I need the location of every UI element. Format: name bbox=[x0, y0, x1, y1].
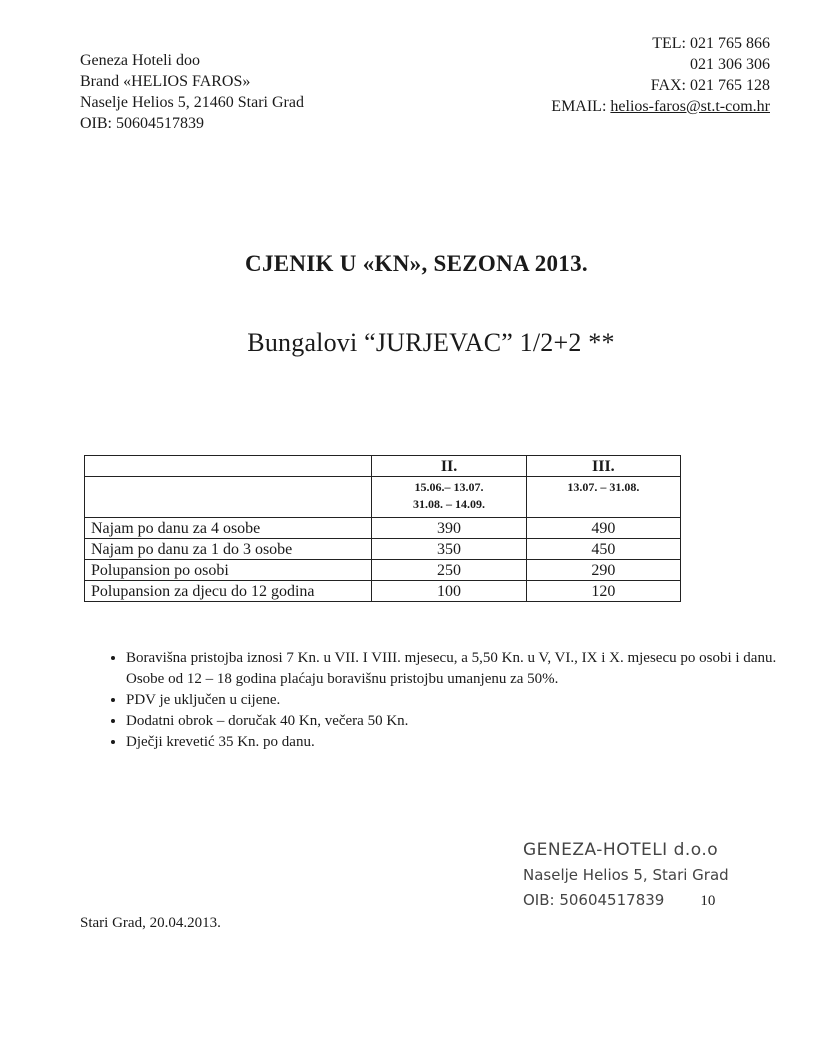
table-row bbox=[85, 518, 681, 539]
season-2-header: II. bbox=[372, 456, 526, 477]
phone-2: 021 306 306 bbox=[690, 56, 770, 73]
row-label: Polupansion po osobi bbox=[85, 560, 372, 581]
company-name: Geneza Hoteli doo bbox=[80, 52, 200, 69]
company-brand: Brand «HELIOS FAROS» bbox=[80, 73, 251, 90]
row-label: Najam po danu za 1 do 3 osobe bbox=[85, 539, 372, 560]
table-row bbox=[85, 581, 681, 602]
price-season-2: 350 bbox=[372, 539, 526, 560]
price-season-2: 250 bbox=[372, 560, 526, 581]
handwritten-number: 10 bbox=[700, 893, 716, 909]
company-street: Naselje Helios 5, 21460 Stari Grad bbox=[80, 94, 304, 111]
season-3-dates: 13.07. – 31.08. bbox=[526, 477, 680, 518]
dates-empty-cell bbox=[85, 477, 372, 518]
contact-block bbox=[500, 33, 770, 117]
email-link[interactable]: helios-faros@st.t-com.hr bbox=[610, 98, 770, 115]
season-dates-row bbox=[85, 477, 681, 518]
email-line bbox=[500, 96, 770, 117]
season-3-header: III. bbox=[526, 456, 680, 477]
season-2-dates bbox=[372, 477, 526, 518]
stamp-address: Naselje Helios 5, Stari Grad bbox=[523, 866, 729, 884]
company-stamp bbox=[523, 838, 729, 914]
price-season-3: 450 bbox=[526, 539, 680, 560]
table-row bbox=[85, 560, 681, 581]
table-row bbox=[85, 539, 681, 560]
price-season-3: 120 bbox=[526, 581, 680, 602]
phone-1: TEL: 021 765 866 bbox=[652, 35, 770, 52]
season-2-dates-line-2: 31.08. – 14.09. bbox=[413, 497, 486, 511]
price-table bbox=[84, 455, 681, 602]
note-extra-meal: • Dodatni obrok – doručak 40 Kn, večera 50 Kn. bbox=[126, 711, 790, 732]
company-oib: OIB: 50604517839 bbox=[80, 115, 204, 132]
stamp-oib: OIB: 50604517839 bbox=[523, 891, 665, 909]
bungalow-subtitle: Bungalovi “JURJEVAC” 1/2+2 ** bbox=[247, 328, 615, 357]
stamp-company-name: GENEZA-HOTELI d.o.o bbox=[523, 840, 719, 860]
note-baby-cot: • Dječji krevetić 35 Kn. po danu. bbox=[126, 732, 790, 753]
row-label: Polupansion za djecu do 12 godina bbox=[85, 581, 372, 602]
price-list-title: CJENIK U «KN», SEZONA 2013. bbox=[245, 251, 588, 276]
header-empty-cell bbox=[85, 456, 372, 477]
note-vat: • PDV je uključen u cijene. bbox=[126, 690, 790, 711]
fax-number: FAX: 021 765 128 bbox=[650, 77, 770, 94]
place-and-date: Stari Grad, 20.04.2013. bbox=[80, 915, 221, 931]
email-label: EMAIL: bbox=[551, 98, 611, 115]
row-label: Najam po danu za 4 osobe bbox=[85, 518, 372, 539]
company-address-block bbox=[80, 50, 304, 134]
price-season-3: 290 bbox=[526, 560, 680, 581]
notes-list bbox=[100, 648, 790, 753]
season-header-row bbox=[85, 456, 681, 477]
season-2-dates-line-1: 15.06.– 13.07. bbox=[414, 480, 484, 494]
stamp-oib-line bbox=[523, 888, 729, 914]
price-season-2: 390 bbox=[372, 518, 526, 539]
price-season-2: 100 bbox=[372, 581, 526, 602]
price-season-3: 490 bbox=[526, 518, 680, 539]
note-tourist-tax: • Boravišna pristojba iznosi 7 Kn. u VII. I VIII. mjesecu, a 5,50 Kn. u V, VI., IX i X. mjesecu po osobi i danu. Osobe od 12 – 18 godina plaćaju boravišnu pristojbu umanjenu za 50%. bbox=[126, 648, 790, 690]
notes-block bbox=[100, 648, 790, 753]
